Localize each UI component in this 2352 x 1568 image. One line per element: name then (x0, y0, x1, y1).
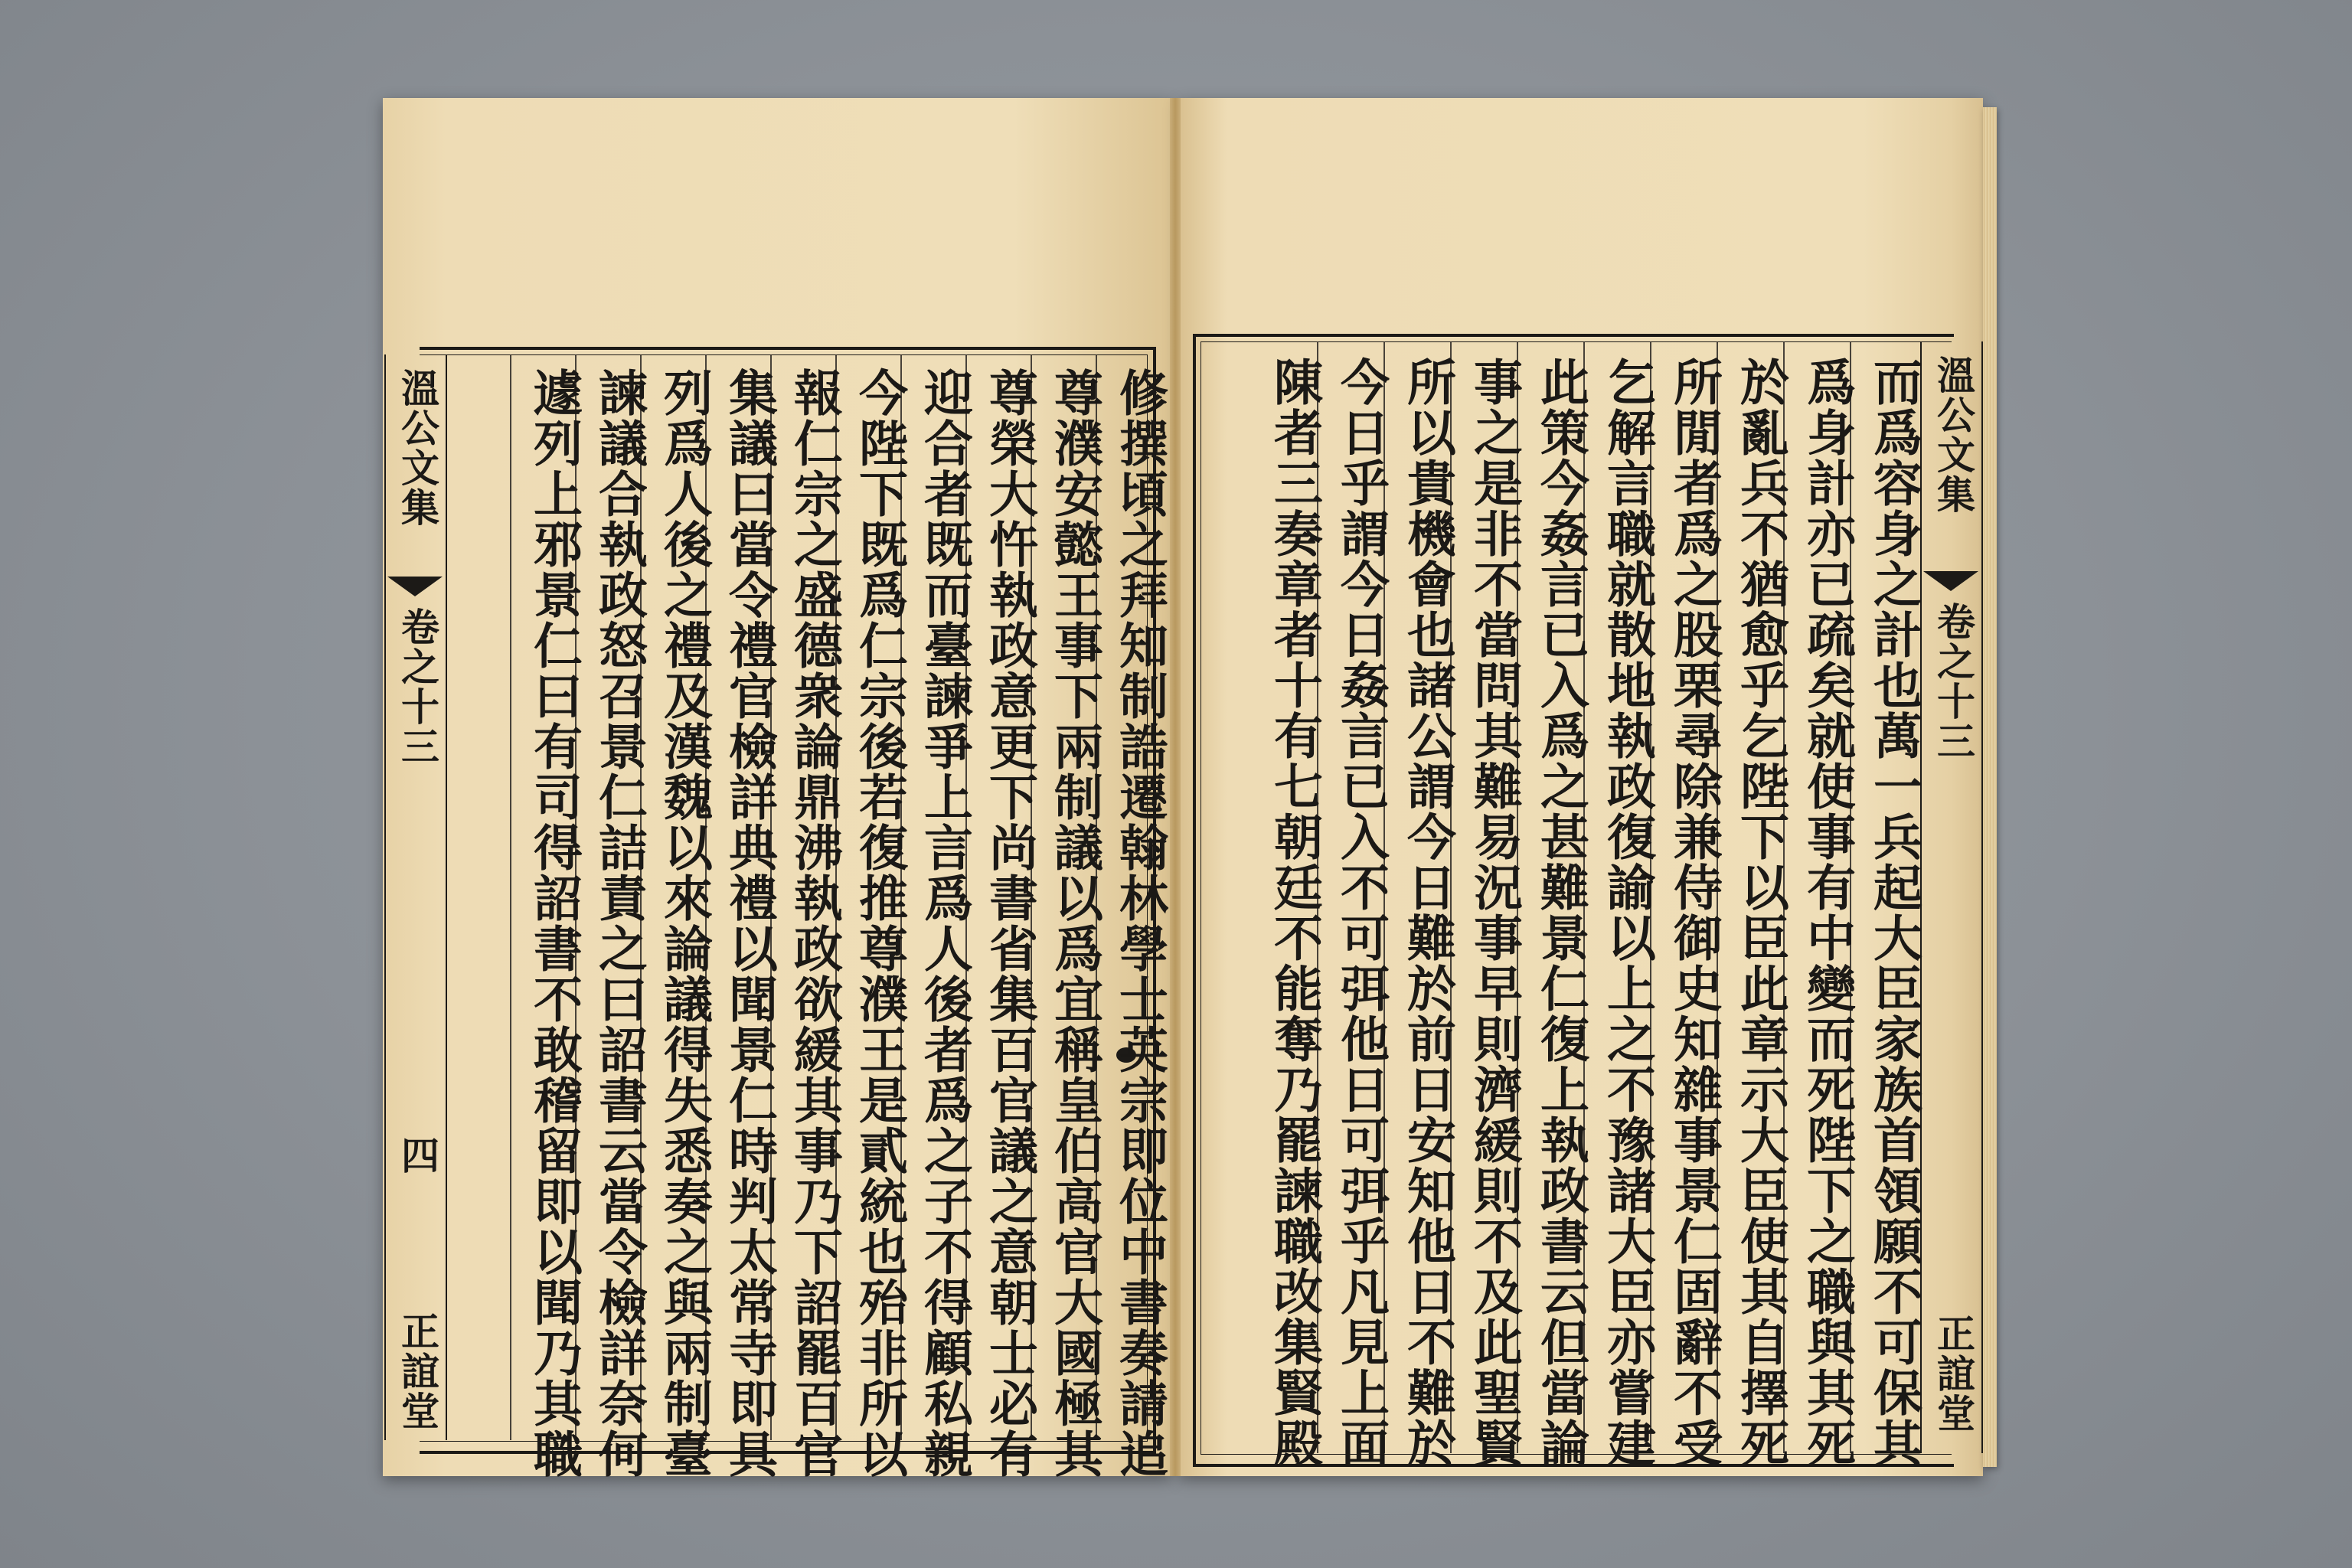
left-column-7: 集議曰當令禮官檢詳典禮以聞景仁時判太常寺即具 (720, 368, 778, 1479)
left-banxin-volume: 卷之十三 (395, 607, 440, 766)
column-rule (510, 354, 511, 1440)
right-banxin-volume: 卷之十三 (1931, 602, 1976, 761)
left-column-2: 尊濮安懿王事下兩制議以爲宜稱皇伯高官大國極其 (1046, 368, 1103, 1479)
open-book (383, 98, 1983, 1479)
left-column-1: 修撰頃之拜知制誥遷翰林學士英宗即位中書奏請追 (1111, 368, 1168, 1479)
left-column-5: 今陛下既爲仁宗後若復推尊濮王是貳統也殆非所以 (851, 368, 908, 1479)
right-column-1: 而爲容身之計也萬一兵起大臣家族首領願不可保其 (1865, 357, 1922, 1468)
right-column-3: 於亂兵不猶愈乎乞陛下以臣此章示大臣使其自擇死 (1732, 357, 1789, 1468)
left-fishtail-mark (387, 577, 443, 596)
right-column-4: 所閒者爲之股栗尋除兼侍御史知雜事景仁固辭不受 (1665, 357, 1723, 1468)
left-column-8: 列爲人後之禮及漢魏以來論議得失悉奏之與兩制臺 (655, 368, 713, 1479)
right-banxin-title: 溫公文集 (1931, 355, 1976, 514)
right-column-2: 爲身計亦已疏矣就使事有中變而死陛下之職與其死 (1798, 357, 1856, 1468)
left-column-4: 迎合者既而臺諫爭上言爲人後者爲之子不得顧私親 (916, 368, 973, 1479)
right-column-8: 所以貴機會也諸公謂今日難於前日安知他日不難於 (1399, 357, 1456, 1468)
right-fishtail-mark (1923, 571, 1978, 591)
left-column-6: 報仁宗之盛德衆論鼎沸執政欲緩其事乃下詔罷百官 (786, 368, 843, 1479)
left-column-9: 諫議合執政怒召景仁詰責之曰詔書云當令檢詳奈何 (590, 368, 648, 1479)
left-banxin-title: 溫公文集 (395, 368, 440, 528)
book-gutter (1170, 98, 1181, 1476)
right-column-6: 此策今姦言已入爲之甚難景仁復上執政書云但當論 (1532, 357, 1589, 1468)
left-column-10: 遽列上邪景仁曰有司得詔書不敢稽留即以聞乃其職 (525, 368, 583, 1479)
left-banxin-page-number: 四 (395, 1135, 440, 1175)
left-column-3: 尊榮大忤執政意更下尚書省集百官議之意朝士必有 (981, 368, 1038, 1479)
right-column-9: 今日乎謂今日姦言已入不可弭他日可弭乎凡見上面 (1332, 357, 1390, 1468)
left-banxin (384, 354, 447, 1440)
left-banxin-studio: 正誼堂 (395, 1312, 440, 1431)
right-banxin-studio: 正誼堂 (1931, 1314, 1976, 1433)
right-column-10: 陳者三奏章者十有七朝廷不能奪乃罷諫職改集賢殿 (1266, 357, 1323, 1468)
right-banxin (1920, 341, 1983, 1453)
right-column-5: 乞解言職就散地執政復諭以上之不豫諸大臣亦嘗建 (1599, 357, 1656, 1468)
right-column-7: 事之是非不當問其難易況事早則濟緩則不及此聖賢 (1465, 357, 1523, 1468)
page-edge-stack (1983, 107, 1997, 1467)
